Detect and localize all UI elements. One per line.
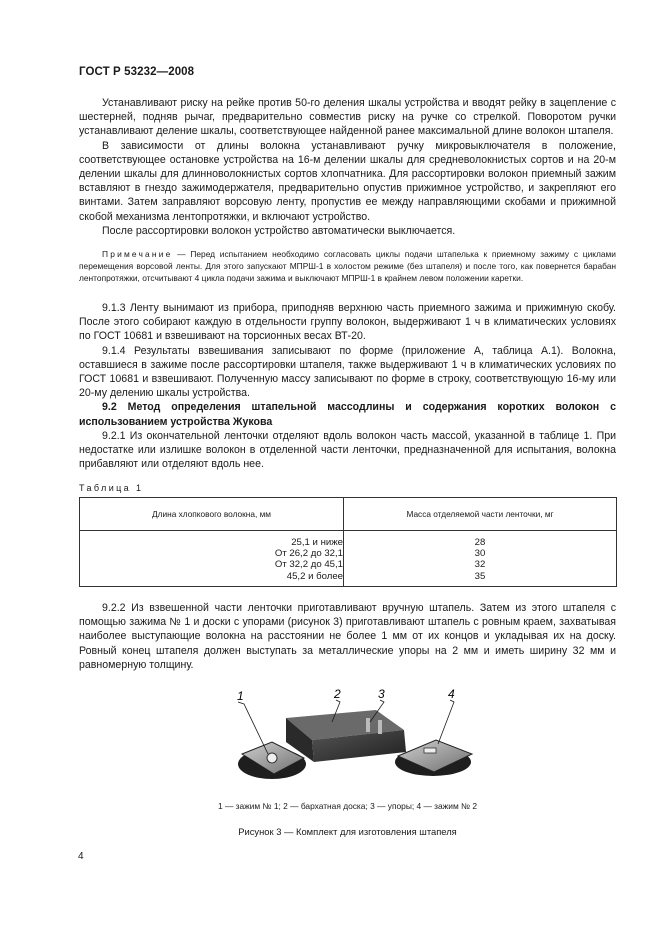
figure-legend: 1 — зажим № 1; 2 — бархатная доска; 3 — упоры; 4 — зажим № 2 <box>217 801 478 811</box>
table-1 <box>79 497 617 587</box>
table-cell-mass: 35 <box>474 570 486 582</box>
table-body-row <box>80 531 617 587</box>
note-text: — Перед испытанием необходимо согласовать циклы подачи штапелька к приемному зажиму с циклами перемещения ворсовой ленты. Для этого запускают МПРШ-1 в холостом режиме (без штапеля) и после того, как повернется барабан лентопротяжки, отсчитывают 4 цикла подачи зажима и выключают МПРШ-1 в крайнем левом положении каретки. <box>79 249 616 283</box>
velvet-board <box>286 710 406 762</box>
body-block-1 <box>79 96 616 238</box>
section-heading-9-2: 9.2 Метод определения штапельной массодлины и содержания коротких волокон с использованием устройства Жукова <box>79 401 616 428</box>
figure-3-illustration <box>228 688 490 792</box>
document-header: ГОСТ Р 53232—2008 <box>79 66 195 78</box>
note-label: Примечание <box>102 249 173 259</box>
note <box>79 249 616 285</box>
table-cell-length: 45,2 и более <box>286 570 343 582</box>
figure-label: 1 <box>237 689 244 703</box>
figure-label: 4 <box>448 688 455 701</box>
table-header-mass: Масса отделяемой части ленточки, мг <box>344 498 617 531</box>
table-header-row <box>80 498 617 531</box>
paragraph: После рассортировки волокон устройство автоматически выключается. <box>102 224 456 237</box>
figure-title: Рисунок 3 — Комплект для изготовления штапеля <box>238 826 457 837</box>
paragraph-9-1-3: 9.1.3 Ленту вынимают из прибора, приподняв верхнюю часть приемного зажима и прижимную скобу. После этого собирают каждую в отдельности группу волокон, выдерживают 1 ч в климатических условиях по ГОСТ 10681 и взвешивают на торсионных весах ВТ-20. <box>79 302 616 343</box>
paragraph: В зависимости от длины волокна устанавливают ручку микровыключателя в положение, соответствующее остановке устройства на 16-м делении шкалы для средневолокнистых сортов и на 20-м делении шкалы для длинноволокнистых сортов хлопчатника. Для рассортировки волокон приемный зажим вставляют в гнездо зажимодержателя, предварительно опустив прижимное устройство, и закрепляют его винтами. Затем заправляют ворсовую ленту, пропустив ее между направляющими скобами и прижимной скобой механизма лентопротяжки, и включают устройство. <box>79 139 616 223</box>
table-cell-mass: 30 <box>474 548 486 560</box>
figure-label: 3 <box>378 688 385 701</box>
table-cell-mass: 28 <box>474 537 486 548</box>
table-caption: Таблица 1 <box>79 483 144 493</box>
table-cell-mass: 32 <box>474 559 486 571</box>
paragraph-9-2-2: 9.2.2 Из взвешенной части ленточки приготавливают вручную штапель. Затем из этого штапеля с помощью зажима № 1 и доски с упорами (рисунок 3) приготавливают штапель с ровным краем, захватывая наиболее выступающие волокна на расстоянии не более 1 мм от их концов и укладывая их на доску. Ровный конец штапеля должен выступать за металлические упоры на 2 мм и иметь ширину 32 мм и равномерную толщину. <box>79 602 616 671</box>
paragraph-9-1-4: 9.1.4 Результаты взвешивания записывают по форме (приложение А, таблица А.1). Волокна, оставшиеся в зажиме после рассортировки штапеля, также выдерживают 1 ч в климатических условиях по ГОСТ 10681 и взвешивают. Полученную массу записывают по форме в строку, соответствующую 16-му или 20-му делению шкалы устройства. <box>79 344 616 400</box>
length-column <box>80 531 344 587</box>
figure-label: 2 <box>334 688 341 701</box>
mass-column <box>344 531 617 587</box>
body-block-2 <box>79 301 616 471</box>
table-header-length: Длина хлопкового волокна, мм <box>80 498 344 531</box>
table-cell-length: 25,1 и ниже <box>291 537 343 548</box>
page-number: 4 <box>78 851 84 862</box>
paragraph-9-2-1: 9.2.1 Из окончательной ленточки отделяют вдоль волокон часть массой, указанной в таблице 1. При недостатке или излишке волокон в отделенной части ленточки, предназначенной для испытания, волокна прибавляют или отделяют вдоль нее. <box>79 429 616 471</box>
clamp-2 <box>395 740 472 776</box>
body-block-3 <box>79 601 616 672</box>
table-cell-length: От 26,2 до 32,1 <box>274 548 343 560</box>
paragraph: Устанавливают риску на рейке против 50-го деления шкалы устройства и вводят рейку в зацепление с шестерней, подняв рычаг, предварительно совместив риску на ручке со стрелкой. Поворотом ручки устанавливают деление шкалы, соответствующее найденной ранее максимальной длине волокон штапеля. <box>79 97 616 138</box>
table-cell-length: От 32,2 до 45,1 <box>274 559 343 571</box>
